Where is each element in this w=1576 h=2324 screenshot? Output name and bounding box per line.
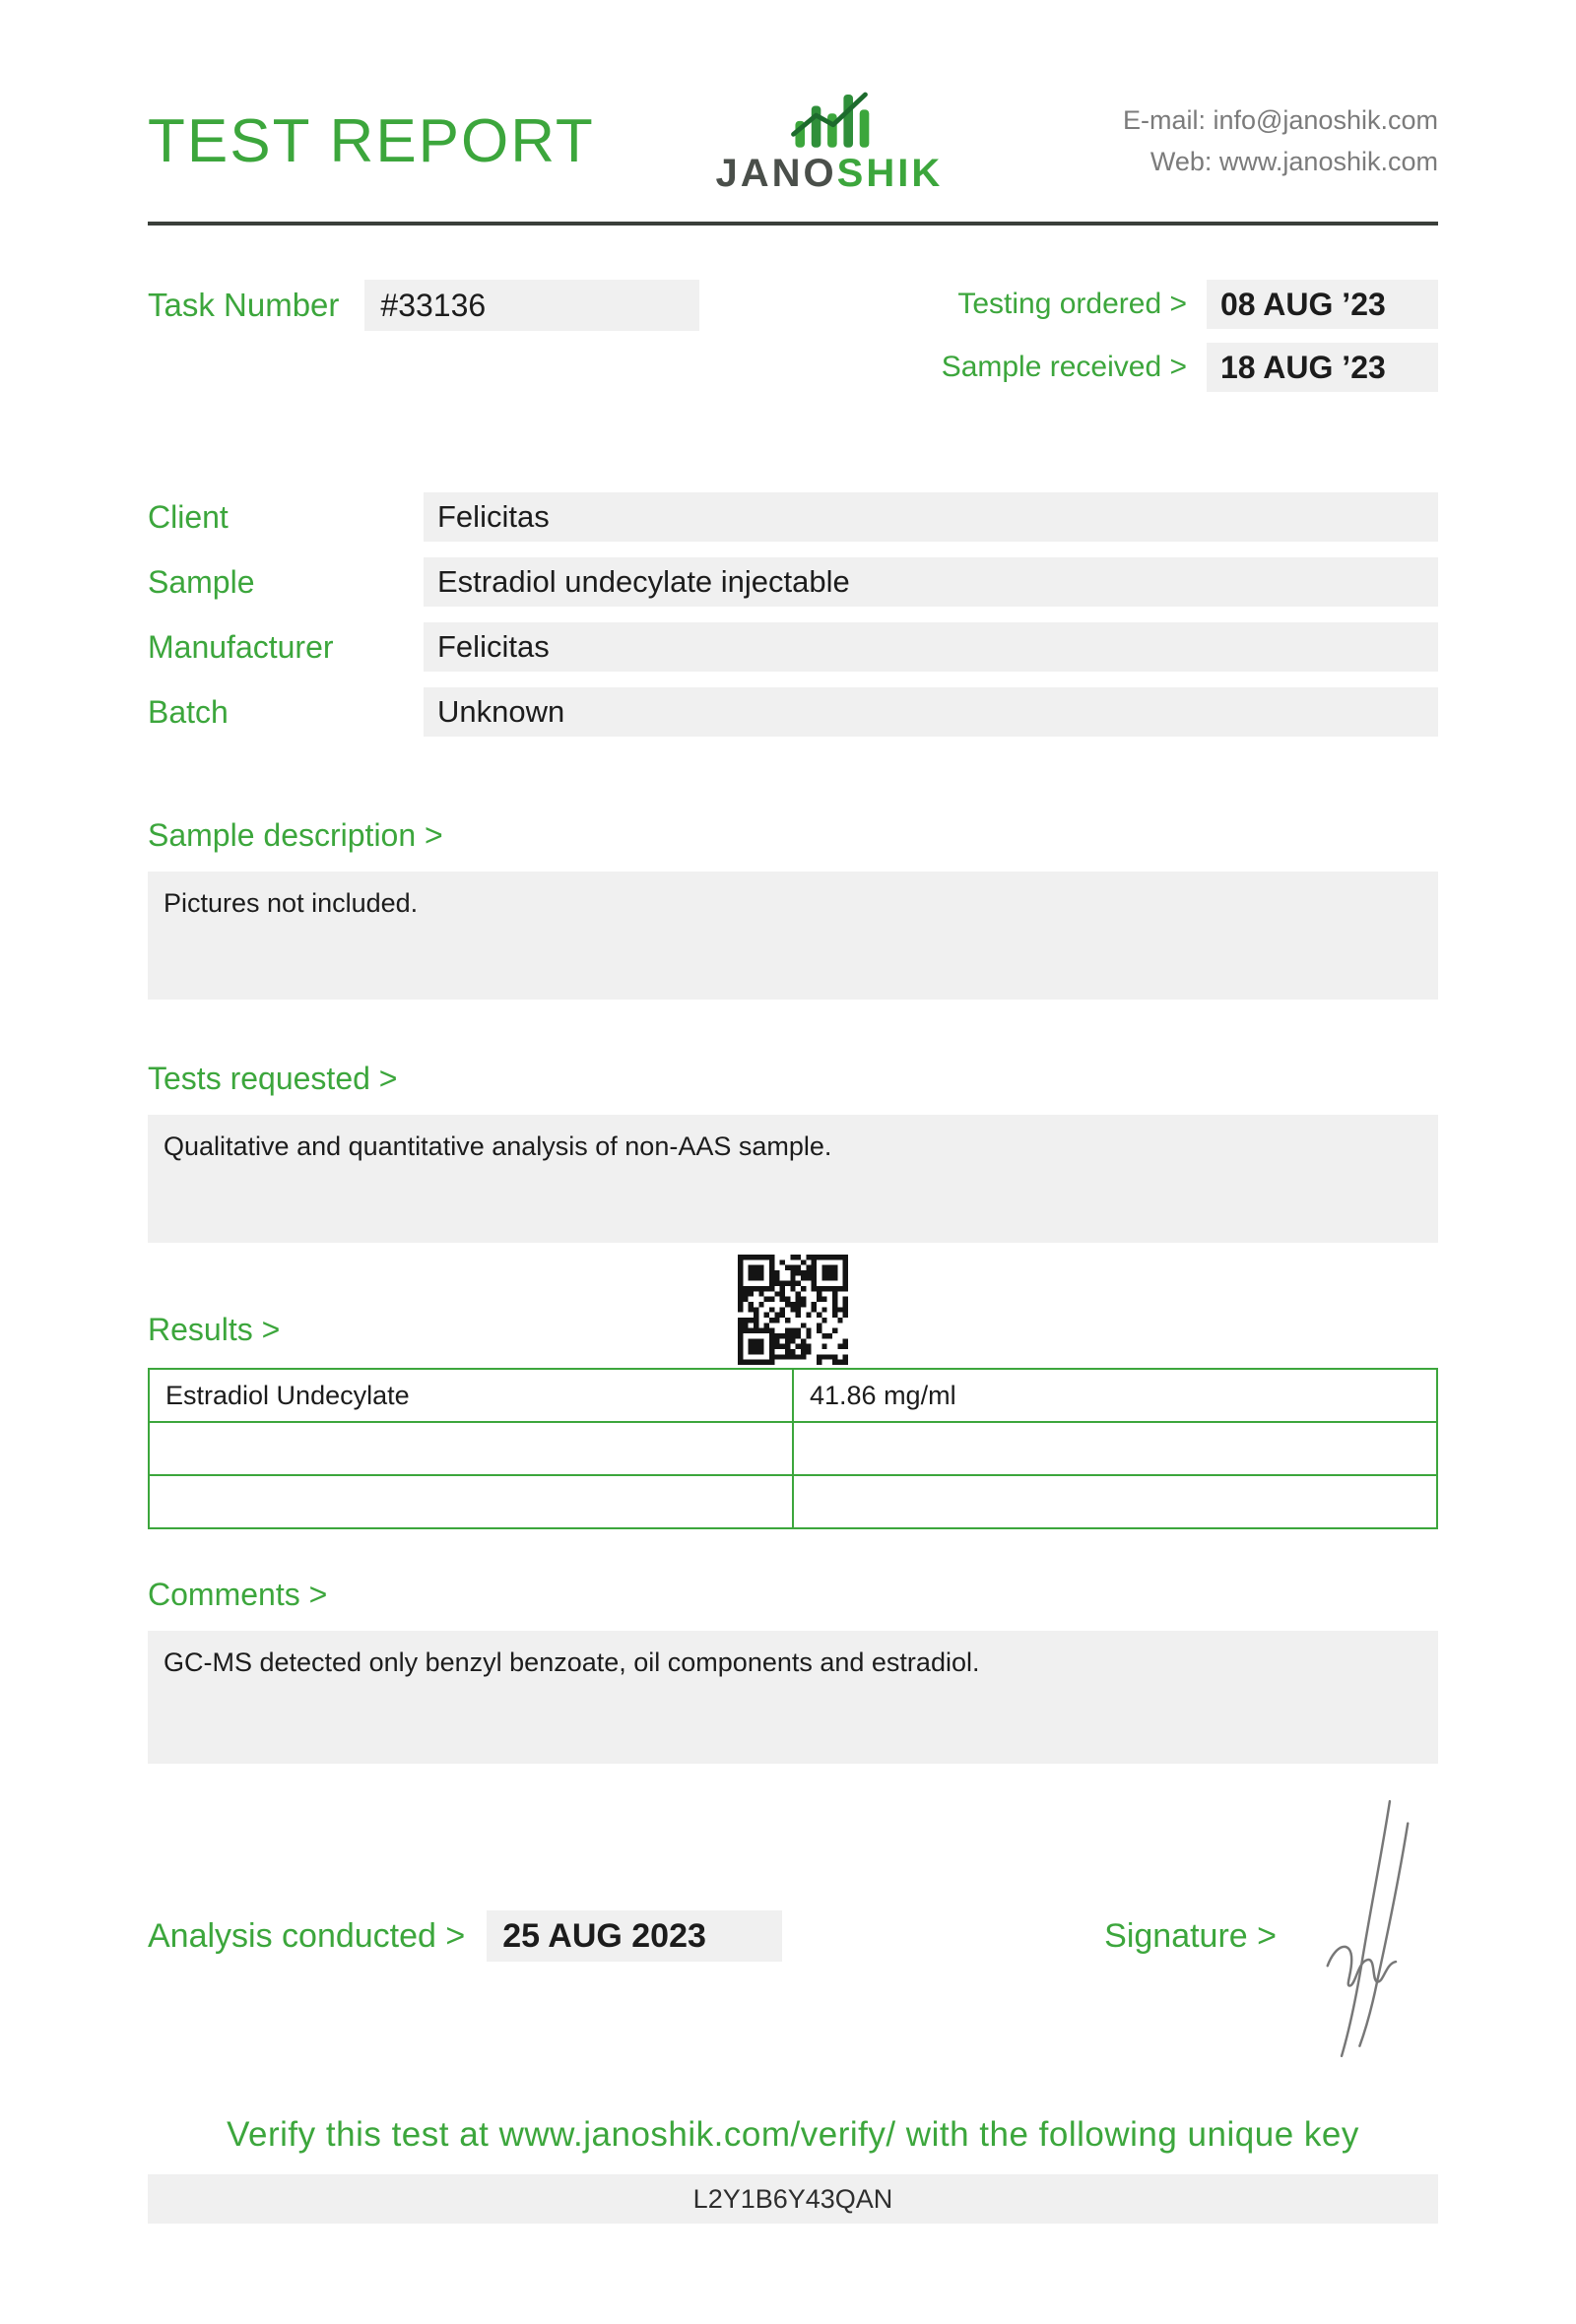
result-value: 41.86 mg/ml <box>793 1369 1437 1422</box>
header-divider <box>148 222 1438 226</box>
logo-jano-text: JANO <box>715 152 837 195</box>
info-row-manufacturer <box>148 622 1438 672</box>
contact-web: Web: www.janoshik.com <box>1149 146 1438 176</box>
logo-shik-text: SHIK <box>836 152 944 195</box>
info-row-client <box>148 492 1438 542</box>
batch-value: Unknown <box>424 687 1438 737</box>
sample-description-heading: Sample description > <box>148 817 443 853</box>
sample-received-label: Sample received > <box>941 351 1187 383</box>
testing-ordered-label: Testing ordered > <box>957 288 1187 320</box>
task-number-value: #33136 <box>364 280 699 331</box>
info-row-sample <box>148 557 1438 607</box>
testing-ordered-row <box>942 280 1438 329</box>
manufacturer-label: Manufacturer <box>148 628 334 665</box>
comments-heading: Comments > <box>148 1577 328 1612</box>
table-row <box>149 1369 1437 1422</box>
analysis-conducted-label: Analysis conducted > <box>148 1916 466 1955</box>
page-title: TEST REPORT <box>148 107 595 175</box>
task-number-group <box>148 280 699 331</box>
client-label: Client <box>148 498 229 535</box>
verify-key: L2Y1B6Y43QAN <box>148 2174 1438 2224</box>
info-row-batch <box>148 687 1438 737</box>
table-row <box>149 1475 1437 1528</box>
manufacturer-value: Felicitas <box>424 622 1438 672</box>
batch-label: Batch <box>148 693 229 730</box>
contact-email: E-mail: info@janoshik.com <box>1122 104 1438 135</box>
results-section <box>148 1312 1438 1529</box>
sample-label: Sample <box>148 563 255 600</box>
signature-label: Signature > <box>1104 1916 1277 1955</box>
logo-wordmark <box>716 152 944 196</box>
task-number-label: Task Number <box>148 287 340 323</box>
sample-description-section <box>148 817 1438 1000</box>
result-name <box>149 1422 793 1475</box>
contact-info <box>1123 100 1438 183</box>
results-table <box>148 1368 1438 1529</box>
results-heading: Results > <box>148 1312 281 1347</box>
result-name <box>149 1475 793 1528</box>
analysis-conducted-value: 25 AUG 2023 <box>487 1910 782 1962</box>
signature-scribble <box>1310 1906 1438 1966</box>
signature-group <box>1104 1906 1438 1966</box>
comments-section <box>148 1577 1438 1764</box>
sample-value: Estradiol undecylate injectable <box>424 557 1438 607</box>
bar-chart-logo-icon <box>782 87 877 150</box>
task-section <box>148 280 1438 406</box>
comments-text: GC-MS detected only benzyl benzoate, oil components and estradiol. <box>148 1631 1438 1764</box>
result-value <box>793 1422 1437 1475</box>
janoshik-logo <box>716 87 944 196</box>
info-section <box>148 492 1438 737</box>
table-row <box>149 1422 1437 1475</box>
qr-code <box>738 1255 848 1365</box>
verify-text: Verify this test at www.janoshik.com/verify/ with the following unique key <box>227 2115 1359 2154</box>
dates-group <box>942 280 1438 406</box>
footer-row <box>148 1906 1438 1966</box>
testing-ordered-value: 08 AUG ’23 <box>1207 280 1438 329</box>
sample-received-row <box>942 343 1438 392</box>
sample-description-text: Pictures not included. <box>148 872 1438 1000</box>
client-value: Felicitas <box>424 492 1438 542</box>
header <box>148 87 1438 196</box>
result-value <box>793 1475 1437 1528</box>
result-name: Estradiol Undecylate <box>149 1369 793 1422</box>
sample-received-value: 18 AUG ’23 <box>1207 343 1438 392</box>
tests-requested-heading: Tests requested > <box>148 1061 398 1096</box>
tests-requested-section <box>148 1061 1438 1243</box>
tests-requested-text: Qualitative and quantitative analysis of non-AAS sample. <box>148 1115 1438 1243</box>
